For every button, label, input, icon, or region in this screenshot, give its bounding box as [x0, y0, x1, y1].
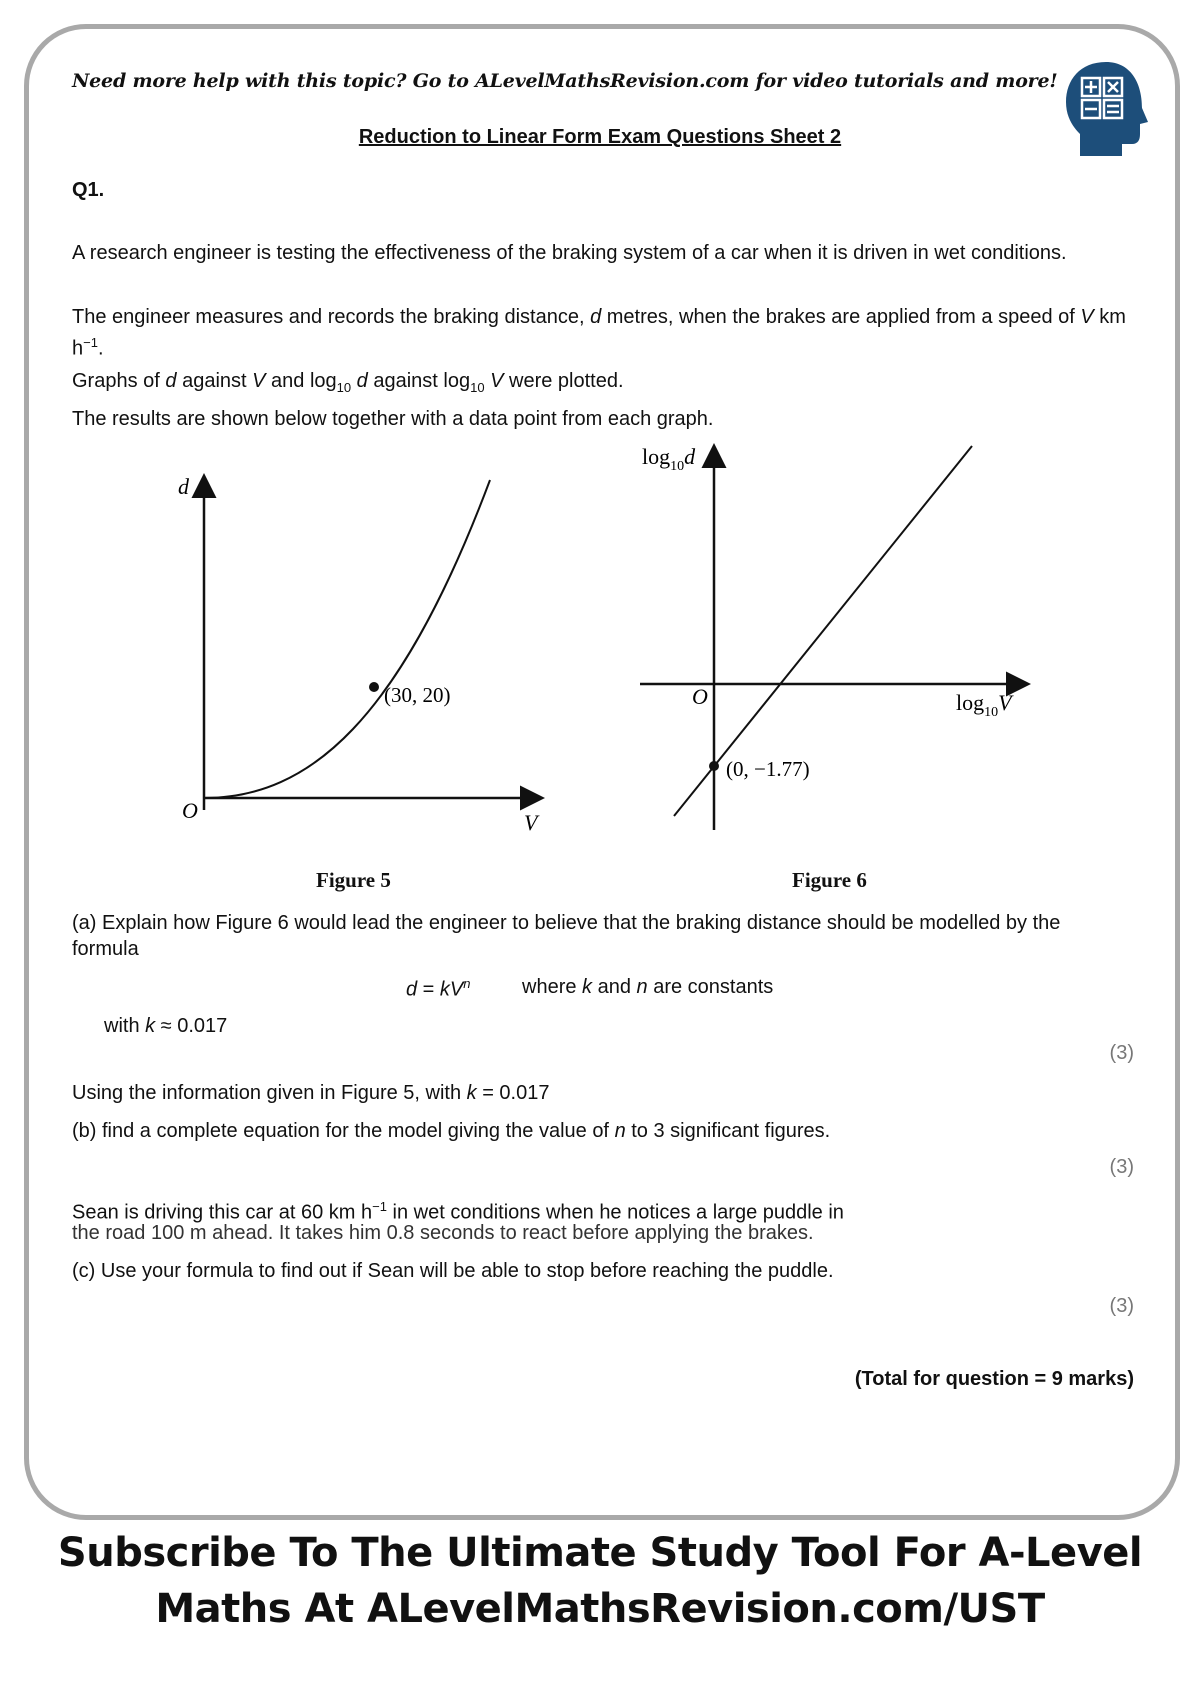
part-c-lead-2: the road 100 m ahead. It takes him 0.8 seconds to react before applying the brakes.	[72, 1222, 814, 1244]
subscribe-footer[interactable]	[0, 1525, 1200, 1637]
intro-paragraph-1: A research engineer is testing the effectiveness of the braking system of a car when it is driven in wet conditions.	[72, 242, 1067, 264]
part-a-text: (a) Explain how Figure 6 would lead the engineer to believe that the braking distance should be modelled by the formula	[72, 912, 1061, 960]
total-marks: (Total for question = 9 marks)	[854, 1368, 1134, 1390]
figure-6-y-label: $\log_{10}d$	[642, 444, 696, 474]
part-b-lead: Using the information given in Figure 5, with k = 0.017	[72, 1082, 550, 1104]
part-a-with-text: with k ≈ 0.017	[104, 1015, 228, 1037]
figure-5-curve	[204, 480, 490, 798]
question-number: Q1.	[72, 179, 105, 201]
part-a-formula: $d = kV^n$	[406, 976, 471, 1001]
part-c-text: (c) Use your formula to find out if Sean will be able to stop before reaching the puddle.	[72, 1260, 834, 1282]
intro-paragraph-3: Graphs of d against V and $\log_{10} d$ against $\log_{10} V$ were plotted.	[72, 370, 624, 395]
figure-5-graph	[160, 460, 560, 850]
part-c-lead-1: Sean is driving this car at 60 km $h^{-1}$ in wet conditions when he notices a large puddle in	[72, 1199, 844, 1224]
part-a-where-text: where k and n are constants	[522, 976, 774, 998]
page-title: Reduction to Linear Form Exam Questions Sheet 2	[358, 126, 842, 148]
part-b-text: (b) find a complete equation for the model giving the value of n to 3 significant figures.	[72, 1120, 831, 1142]
figure-5-caption: Figure 5	[316, 868, 391, 892]
figure-6-x-label: $\log_{10}V$	[956, 690, 1012, 720]
part-c-marks: (3)	[1109, 1295, 1134, 1317]
intro-paragraph-2: The engineer measures and records the braking distance, d metres, when the brakes are applied from a speed of V km $h^{-1}$.	[72, 306, 1126, 360]
figure-5-point-label: (30, 20)	[384, 683, 451, 707]
figure-6-graph	[630, 436, 1040, 836]
figure-6-origin-label: O	[692, 684, 708, 709]
figure-5-origin-label: O	[182, 798, 198, 823]
figure-6-line	[674, 446, 972, 816]
footer-line-1: Subscribe To The Ultimate Study Tool For A-Level	[57, 1530, 1143, 1576]
figure-5-data-point	[369, 682, 379, 692]
intro-paragraph-4: The results are shown below together with a data point from each graph.	[72, 408, 714, 430]
figure-6-data-point	[709, 761, 719, 771]
figure-6-point-label: (0, −1.77)	[726, 757, 810, 781]
part-b-marks: (3)	[1109, 1156, 1134, 1178]
figure-5-y-label: d	[178, 474, 189, 499]
figure-6-caption: Figure 6	[792, 868, 867, 892]
figure-5-x-label: V	[524, 810, 538, 835]
part-a-marks: (3)	[1109, 1042, 1134, 1064]
footer-line-2: Maths At ALevelMathsRevision.com/UST	[155, 1586, 1045, 1632]
help-banner: Need more help with this topic? Go to ALevelMathsRevision.com for video tutorials and more!	[72, 70, 1058, 92]
